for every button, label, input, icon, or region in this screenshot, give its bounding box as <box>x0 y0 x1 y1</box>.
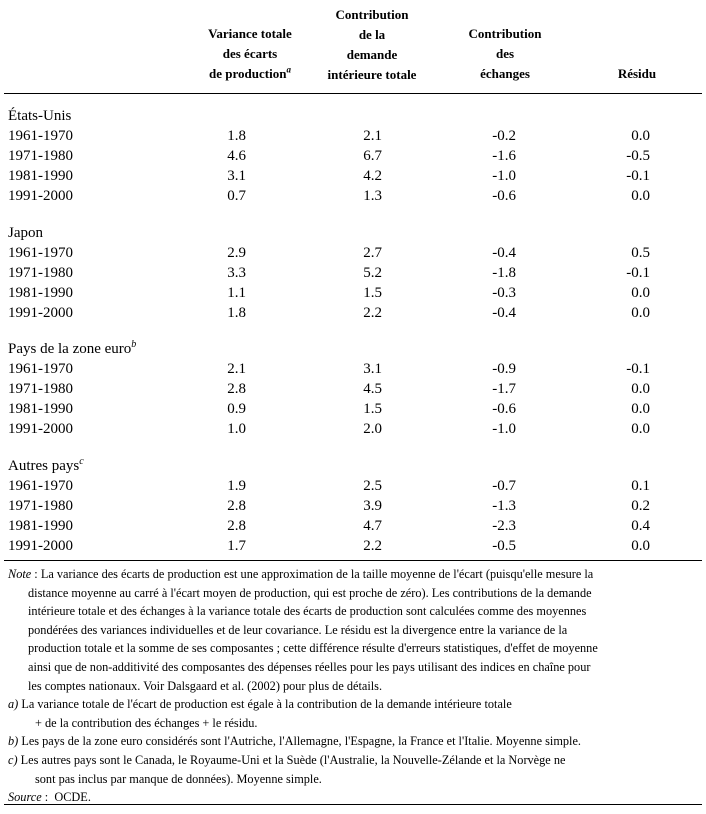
cell-echanges: -1.8 <box>492 265 516 281</box>
table-row <box>8 496 688 516</box>
cell-variance: 1.7 <box>227 538 246 554</box>
group-etats-unis <box>8 106 688 206</box>
cell-variance: 2.1 <box>227 361 246 377</box>
source-line: Source : OCDE. <box>8 790 91 805</box>
table-row <box>8 283 688 303</box>
period-label: 1971-1980 <box>8 498 73 514</box>
cell-residu: 0.0 <box>631 421 650 437</box>
header-contribution-echanges: Contribution des échanges <box>468 26 542 81</box>
notes-bottom-rule <box>4 804 702 805</box>
note-paragraph: Note : La variance des écarts de production est une approximation de la taille moyenne de l'écart (puisqu'elle mesure la <box>8 567 594 581</box>
period-label: 1991-2000 <box>8 188 73 204</box>
table-row <box>8 476 688 496</box>
cell-demande: 6.7 <box>363 148 382 164</box>
table-row <box>8 536 688 556</box>
cell-residu: 0.0 <box>631 285 650 301</box>
period-label: 1981-1990 <box>8 401 73 417</box>
group-zone-euro <box>8 339 688 439</box>
cell-residu: -0.1 <box>626 265 650 281</box>
period-label: 1981-1990 <box>8 168 73 184</box>
cell-residu: 0.1 <box>631 478 650 494</box>
cell-demande: 2.0 <box>363 421 382 437</box>
cell-demande: 3.1 <box>363 361 382 377</box>
cell-echanges: -0.6 <box>492 188 516 204</box>
cell-echanges: -0.7 <box>492 478 516 494</box>
cell-variance: 2.8 <box>227 518 246 534</box>
cell-variance: 4.6 <box>227 148 246 164</box>
cell-demande: 4.7 <box>363 518 382 534</box>
table-row <box>8 303 688 323</box>
cell-residu: 0.0 <box>631 305 650 321</box>
footnote-a: a) La variance totale de l'écart de production est égale à la contribution de la demande intérieure totale <box>8 697 512 712</box>
cell-variance: 3.3 <box>227 265 246 281</box>
note-label: Note <box>8 567 32 581</box>
cell-demande: 1.5 <box>363 401 382 417</box>
cell-echanges: -0.6 <box>492 401 516 417</box>
cell-demande: 3.9 <box>363 498 382 514</box>
header-residu: Résidu <box>617 66 657 81</box>
cell-demande: 2.2 <box>363 538 382 554</box>
table-row <box>8 126 688 146</box>
group-title: Autres pays$^c$ <box>8 456 84 474</box>
cell-demande: 2.2 <box>363 305 382 321</box>
cell-echanges: -0.4 <box>492 305 516 321</box>
header-contribution-demande: Contribution de la demande intérieure totale <box>327 7 417 82</box>
cell-variance: 0.9 <box>227 401 246 417</box>
table-row <box>8 263 688 283</box>
table-row <box>8 166 688 186</box>
period-label: 1991-2000 <box>8 538 73 554</box>
cell-echanges: -0.3 <box>492 285 516 301</box>
group-title: États-Unis <box>8 108 72 124</box>
cell-echanges: -1.3 <box>492 498 516 514</box>
group-title: Pays de la zone euro$^b$ <box>8 339 137 357</box>
cell-residu: 0.5 <box>631 245 650 261</box>
footnote-marker-c: c <box>79 456 84 467</box>
cell-variance: 2.8 <box>227 498 246 514</box>
period-label: 1961-1970 <box>8 128 73 144</box>
cell-variance: 1.1 <box>227 285 246 301</box>
cell-demande: 2.7 <box>363 245 382 261</box>
header-variance-totale: Variance totale des écarts de production$^a$ <box>208 26 292 81</box>
cell-echanges: -1.0 <box>492 421 516 437</box>
cell-variance: 1.9 <box>227 478 246 494</box>
footnote-b: b) Les pays de la zone euro considérés sont l'Autriche, l'Allemagne, l'Espagne, la France et l'Italie. Moyenne simple. <box>8 734 581 749</box>
table-row <box>8 243 688 263</box>
period-label: 1971-1980 <box>8 265 73 281</box>
group-autres-pays <box>8 456 688 556</box>
table-row <box>8 379 688 399</box>
cell-variance: 2.8 <box>227 381 246 397</box>
cell-residu: -0.5 <box>626 148 650 164</box>
table-row <box>8 359 688 379</box>
cell-residu: 0.0 <box>631 128 650 144</box>
cell-residu: 0.0 <box>631 401 650 417</box>
group-title: Japon <box>8 225 43 241</box>
cell-demande: 5.2 <box>363 265 382 281</box>
table-row <box>8 146 688 166</box>
cell-echanges: -0.5 <box>492 538 516 554</box>
period-label: 1991-2000 <box>8 305 73 321</box>
footnote-c: c) Les autres pays sont le Canada, le Royaume-Uni et la Suède (l'Australie, la Nouvelle-Zélande et la Norvège ne <box>8 752 566 767</box>
cell-residu: 0.4 <box>631 518 650 534</box>
table-row <box>8 419 688 439</box>
table-notes: Note : La variance des écarts de production est une approximation de la taille moyenne de l'écart (puisqu'elle mesure la distance moyenne au carré à l'écart moyen de production, qui est proche de zéro). Les contributions de la demande intérieure totale et des échanges à la variance totale des écarts de production sont calculées comme des moyennes pondérées des variances individuelles et de leur covariance. Le résidu est la divergence entre la variance de la production totale et la somme de ses composantes ; cette différence résulte d'erreurs statistiques, d'effet de moyenne ainsi que de non-additivité des composantes des dépenses réelles pour les pays utilisant des indices en chaîne pour les comptes nationaux. Voir Dalsgaard et al. (2002) pour plus de détails. a) La variance totale de l'écart de production est égale à la contribution de la demande intérieure totale + de la contribution des échanges + le résidu. b) Les pays de la zone euro considérés sont l'Autriche, l'Allemagne, l'Espagne, la France et l'Italie. Moyenne simple. c) Les autres pays sont le Canada, le Royaume-Uni et la Suède (l'Australie, la Nouvelle-Zélande et la Norvège ne sont pas inclus par manque de données). Moyenne simple. Source : OCDE. <box>8 565 703 807</box>
cell-variance: 1.8 <box>227 128 246 144</box>
cell-variance: 2.9 <box>227 245 246 261</box>
period-label: 1981-1990 <box>8 285 73 301</box>
table-row <box>8 516 688 536</box>
period-label: 1961-1970 <box>8 245 73 261</box>
cell-residu: 0.0 <box>631 381 650 397</box>
cell-residu: 0.0 <box>631 188 650 204</box>
cell-demande: 1.5 <box>363 285 382 301</box>
period-label: 1971-1980 <box>8 381 73 397</box>
cell-variance: 1.8 <box>227 305 246 321</box>
cell-variance: 0.7 <box>227 188 246 204</box>
period-label: 1961-1970 <box>8 361 73 377</box>
period-label: 1961-1970 <box>8 478 73 494</box>
period-label: 1971-1980 <box>8 148 73 164</box>
cell-echanges: -0.4 <box>492 245 516 261</box>
cell-demande: 1.3 <box>363 188 382 204</box>
table-row <box>8 399 688 419</box>
footnote-marker-a: a <box>286 64 291 75</box>
cell-demande: 4.2 <box>363 168 382 184</box>
cell-variance: 1.0 <box>227 421 246 437</box>
cell-echanges: -2.3 <box>492 518 516 534</box>
cell-variance: 3.1 <box>227 168 246 184</box>
cell-echanges: -1.7 <box>492 381 516 397</box>
table-bottom-rule <box>4 560 702 561</box>
group-japon <box>8 223 688 323</box>
cell-echanges: -1.0 <box>492 168 516 184</box>
cell-echanges: -0.9 <box>492 361 516 377</box>
cell-residu: -0.1 <box>626 168 650 184</box>
cell-demande: 2.5 <box>363 478 382 494</box>
cell-echanges: -0.2 <box>492 128 516 144</box>
footnote-marker-b: b <box>131 339 137 350</box>
header-rule <box>4 93 702 94</box>
period-label: 1981-1990 <box>8 518 73 534</box>
period-label: 1991-2000 <box>8 421 73 437</box>
cell-demande: 2.1 <box>363 128 382 144</box>
cell-residu: -0.1 <box>626 361 650 377</box>
cell-echanges: -1.6 <box>492 148 516 164</box>
cell-demande: 4.5 <box>363 381 382 397</box>
cell-residu: 0.2 <box>631 498 650 514</box>
table-row <box>8 186 688 206</box>
cell-residu: 0.0 <box>631 538 650 554</box>
